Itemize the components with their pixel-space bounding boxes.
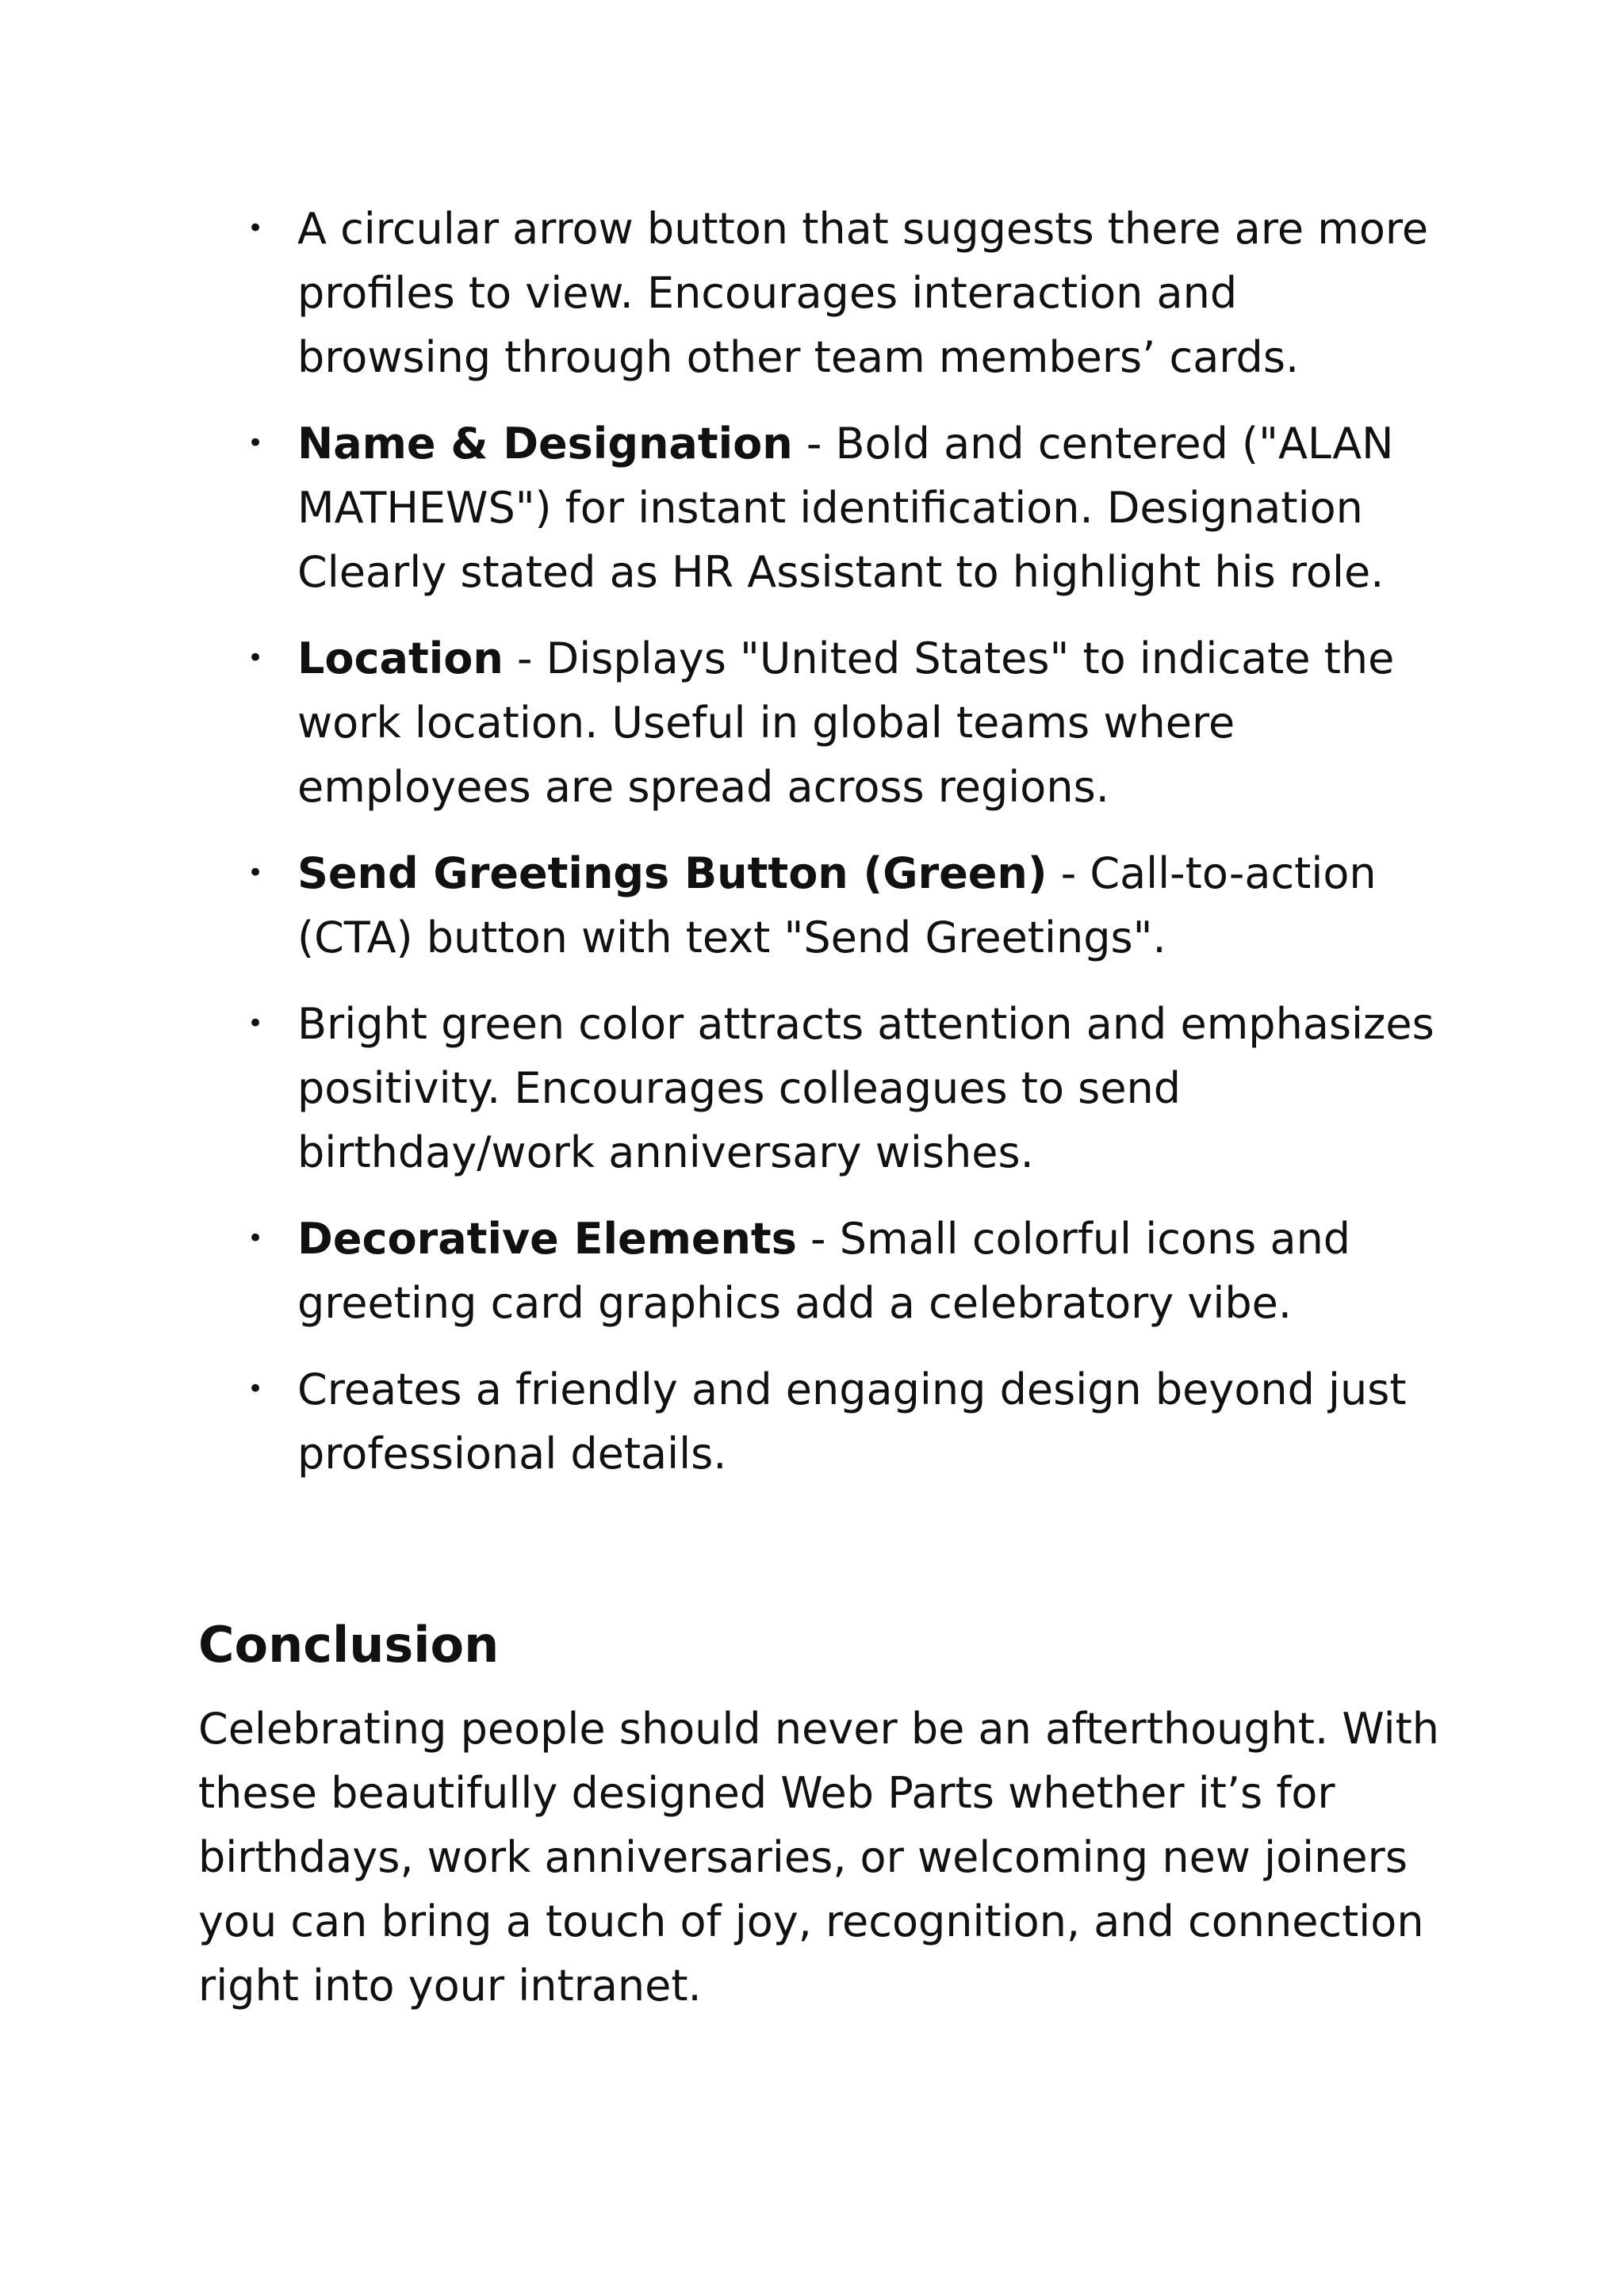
bullet-dot-icon: • [247,212,264,244]
bullet-text: - Call-to-action (CTA) button with text "Send Greetings". [297,848,1377,962]
bullet-term: Location [297,633,504,683]
bullet-text: - Bold and centered ("ALAN MATHEWS") for instant identification. Designation Clearly stated as HR Assistant to highlight his role. [297,419,1394,597]
bullet-item [198,411,1443,604]
bullet-term: Decorative Elements [297,1214,797,1264]
feature-bullet-list [198,197,1443,1508]
conclusion-heading: Conclusion [198,1616,500,1674]
bullet-dot-icon: • [247,857,264,889]
bullet-dot-icon: • [247,1008,264,1039]
bullet-text: A circular arrow button that suggests there are more profiles to view. Encourages interaction and browsing through other team members’ cards. [297,204,1429,382]
bullet-item [198,992,1443,1184]
bullet-term: Send Greetings Button (Green) [297,848,1048,898]
bullet-dot-icon: • [247,427,264,459]
bullet-dot-icon: • [247,1373,264,1405]
bullet-item [198,841,1443,970]
bullet-item [198,1207,1443,1335]
bullet-item [198,626,1443,819]
bullet-term: Name & Designation [297,419,793,469]
bullet-dot-icon: • [247,642,264,674]
conclusion-section [198,1609,1443,2018]
bullet-dot-icon: • [247,1223,264,1254]
bullet-text: Bright green color attracts attention and emphasizes positivity. Encourages colleagues to send birthday/work anniversary wishes. [297,999,1434,1177]
bullet-item [198,1357,1443,1486]
bullet-item [198,197,1443,389]
bullet-text: - Small colorful icons and greeting card graphics add a celebratory vibe. [297,1214,1351,1328]
bullet-text: Creates a friendly and engaging design beyond just professional details. [297,1364,1407,1479]
bullet-text: - Displays "United States" to indicate the work location. Useful in global teams where employees are spread across regions. [297,633,1395,812]
conclusion-paragraph: Celebrating people should never be an afterthought. With these beautifully designed Web Parts whether it’s for birthdays, work anniversaries, or welcoming new joiners you can bring a touch of joy, recognition, and connection right into your intranet. [198,1704,1439,2011]
